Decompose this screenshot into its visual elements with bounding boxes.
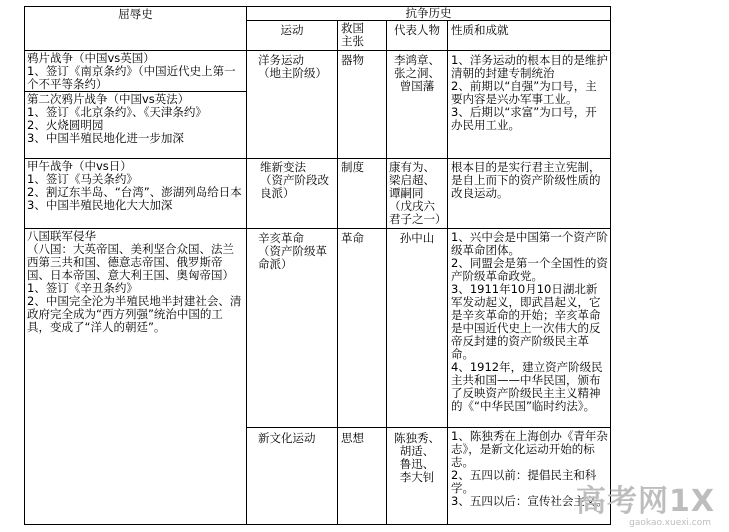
- watermark-logo: 高考网1X: [575, 484, 715, 519]
- watermark-url: gaokao.xuexi.com: [629, 518, 711, 528]
- humiliation-opium-war: 鸦片战争（中国vs英国） 1、签订《南京条约》（中国近代史上第一个不平等条约）: [27, 52, 236, 90]
- idea-xinwenhua: 思想: [341, 432, 364, 445]
- header-figures: 代表人物: [394, 24, 440, 37]
- movement-xinhai: 辛亥革命 （资产阶级革命派）: [258, 232, 327, 271]
- figures-yangwu: 李鸿章、 张之洞、 曾国藩: [394, 54, 440, 93]
- header-struggle: 抗争历史: [405, 7, 452, 20]
- humiliation-eight-nation-alliance: 八国联军侵华 （八国：大英帝国、美利坚合众国、法兰西第三共和国、德意志帝国、俄罗斯帝国、日本帝国、意大利王国、奥匈帝国） 1、签订《辛丑条约》 2、中国完全沦为半殖民地半封建社会、清政府完全成为“西方列强”统治中国的工具，变成了“洋人的朝廷”。: [27, 230, 242, 334]
- header-humiliation: 屈辱史: [118, 8, 153, 21]
- header-nature: 性质和成就: [451, 24, 509, 37]
- humiliation-sino-japanese-war: 甲午战争（中vs日） 1、签订《马关条约》 2、割辽东半岛、“台湾”、澎湖列岛给日本 3、中国半殖民地化大大加深: [27, 160, 242, 212]
- nature-weixin: 根本目的是实行君主立宪制，是自上而下的资产阶级性质的改良运动。: [451, 161, 601, 200]
- figures-weixin: 康有为、梁启超、谭嗣同（戊戌六君子之一）: [389, 161, 446, 226]
- nature-xinwenhua: 1、陈独秀在上海创办《青年杂志》，是新文化运动开始的标志。 2、五四以前：提倡民主和科学。 3、五四以后：宣传社会主义。: [451, 430, 608, 508]
- humiliation-second-opium-war: 第二次鸦片战争（中国vs英法） 1、签订《北京条约》、《天津条约》 2、火烧圆明园 3、中国半殖民地化进一步加深: [27, 93, 207, 145]
- figures-xinhai: 孙中山: [399, 232, 435, 245]
- movement-yangwu: 洋务运动 （地主阶级）: [258, 54, 327, 80]
- nature-yangwu: 1、洋务运动的根本目的是维护清朝的封建专制统治 2、前期以“自强”为口号，主要内容是兴办军事工业。 3、后期以“求富”为口号，开办民用工业。: [451, 54, 608, 132]
- movement-xinwenhua: 新文化运动: [258, 432, 316, 445]
- idea-weixin: 制度: [341, 161, 364, 174]
- idea-yangwu: 器物: [341, 54, 364, 67]
- idea-xinhai: 革命: [341, 232, 364, 245]
- figures-xinwenhua: 陈独秀、 胡适、 鲁迅、 李大钊: [394, 432, 440, 484]
- movement-weixin: 维新变法 （资产阶段改良派）: [260, 161, 329, 200]
- header-rescue-idea: 救国 主张: [341, 22, 364, 48]
- header-movement: 运动: [280, 24, 304, 37]
- nature-xinhai: 1、兴中会是中国第一个资产阶级革命团体。 2、同盟会是第一个全国性的资产阶级革命政党。 3、1911年10月10日湖北新军发动起义，即武昌起义，它是辛亥革命的开始；辛亥革命是中国近代史上一次伟大的反帝反封建的资产阶级民主革命。 4、1912年，建立资产阶级民主共和国——中华民国，颁布了反映资产阶级民主主义精神的《“中华民国”临时约法》。: [451, 231, 608, 413]
